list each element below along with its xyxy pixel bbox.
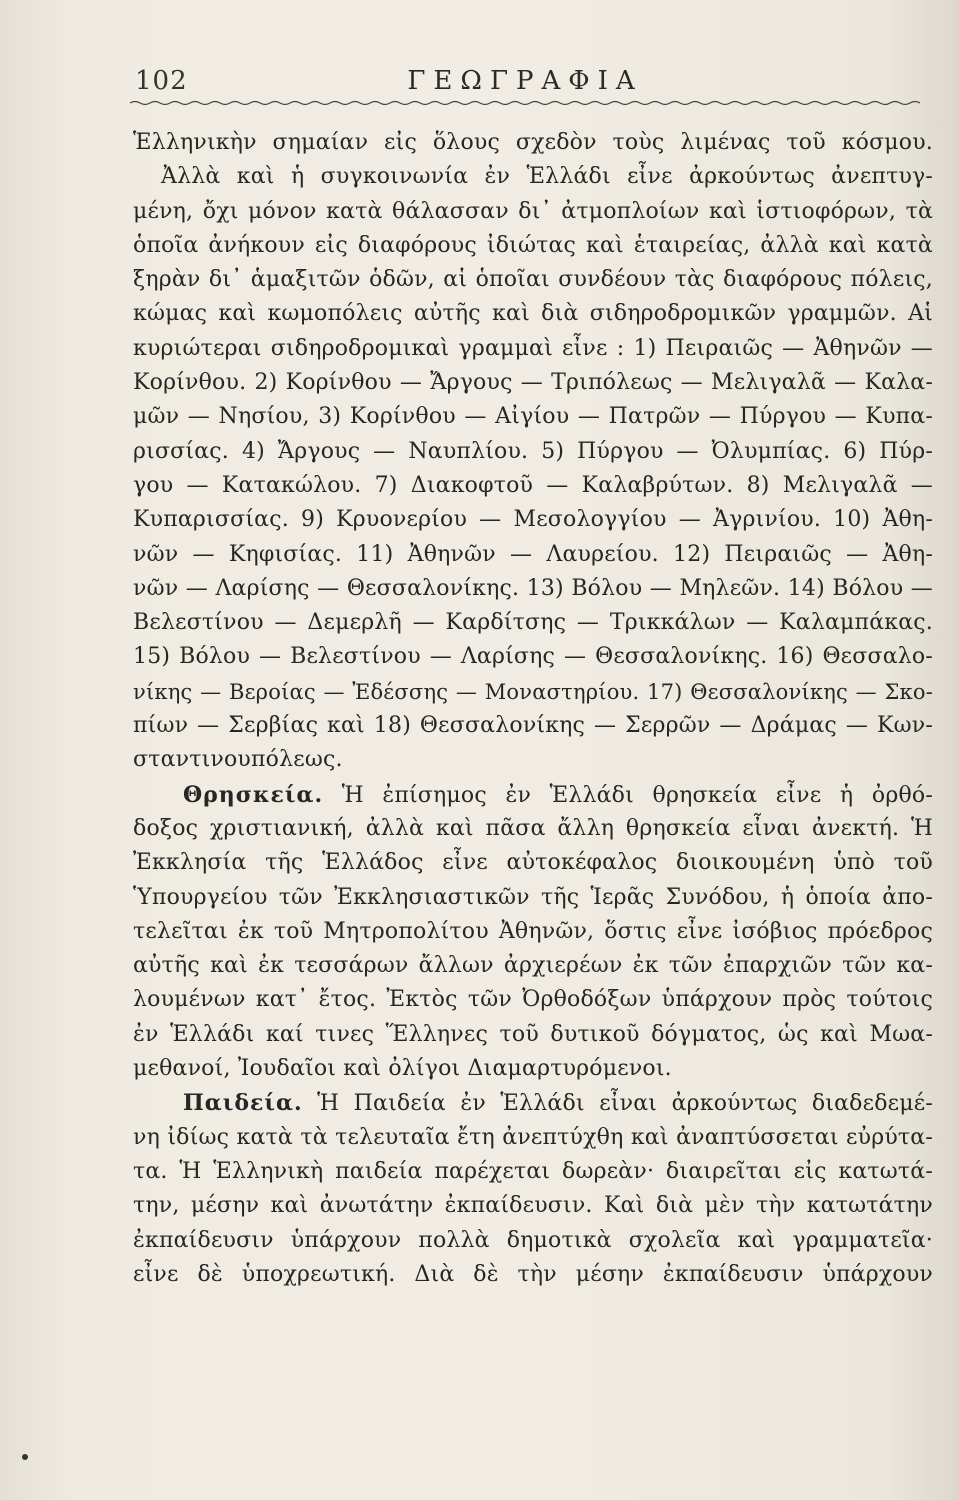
text-line: μένη, ὄχι μόνον κατὰ θάλασσαν δι᾽ ἀτμοπλοίων καὶ ἱστιοφόρων, τὰ: [133, 198, 933, 224]
text-line: τα. Ἡ Ἑλληνικὴ παιδεία παρέχεται δωρεὰν· διαιρεῖται εἰς κατωτά-: [133, 1158, 933, 1184]
text-line: Ὑπουργείου τῶν Ἐκκλησιαστικῶν τῆς Ἱερᾶς Συνόδου, ἡ ὁποία ἀπο-: [133, 884, 933, 910]
text-line: μεθανοί, Ἰουδαῖοι καὶ ὀλίγοι Διαμαρτυρόμενοι.: [133, 1056, 672, 1082]
text-line: Ἀλλὰ καὶ ἡ συγκοινωνία ἐν Ἑλλάδι εἶνε ἀρκούντως ἀνεπτυγ-: [161, 164, 933, 190]
text-line: Βελεστίνου — Δεμερλῆ — Καρδίτσης — Τρικκάλων — Καλαμπάκας.: [133, 610, 933, 636]
text-line: νῶν — Κηφισίας. 11) Ἀθηνῶν — Λαυρείου. 12) Πειραιῶς — Ἀθη-: [133, 541, 933, 567]
text-line: εἶνε δὲ ὑποχρεωτική. Διὰ δὲ τὴν μέσην ἐκπαίδευσιν ὑπάρχουν: [133, 1261, 933, 1287]
text-line: νῶν — Λαρίσης — Θεσσαλονίκης. 13) Βόλου — Μηλεῶν. 14) Βόλου —: [133, 575, 933, 601]
text-line: Ἐκκλησία τῆς Ἑλλάδος εἶνε αὐτοκέφαλος διοικουμένη ὑπὸ τοῦ: [133, 850, 933, 876]
text-line: ἐν Ἑλλάδι καί τινες Ἕλληνες τοῦ δυτικοῦ δόγματος, ὡς καὶ Μωα-: [133, 1021, 933, 1047]
text-line: ξηρὰν δι᾽ ἁμαξιτῶν ὁδῶν, αἱ ὁποῖαι συνδέουν τὰς διαφόρους πόλεις,: [133, 267, 933, 293]
text-line: κυριώτεραι σιδηροδρομικαὶ γραμμαὶ εἶνε : 1) Πειραιῶς — Ἀθηνῶν —: [133, 335, 933, 361]
education-first-line: [133, 1086, 933, 1120]
text-line: κώμας καὶ κωμοπόλεις αὐτῆς καὶ διὰ σιδηροδρομικῶν γραμμῶν. Αἱ: [133, 301, 933, 327]
text-line: Ἑλληνικὴν σημαίαν εἰς ὅλους σχεδὸν τοὺς λιμένας τοῦ κόσμου.: [133, 130, 933, 155]
text-line: νη ἰδίως κατὰ τὰ τελευταῖα ἔτη ἀνεπτύχθη καὶ ἀναπτύσσεται εὐρύτα-: [133, 1124, 933, 1150]
text-line: δοξος χριστιανική, ἀλλὰ καὶ πᾶσα ἄλλη θρησκεία εἶναι ἀνεκτή. Ἡ: [133, 815, 933, 841]
education-heading: Παιδεία.: [183, 1090, 303, 1117]
stray-mark: [22, 1454, 28, 1460]
running-title: ΓΕΩΓΡΑΦΙΑ: [407, 66, 643, 96]
religion-heading: Θρησκεία.: [183, 781, 324, 808]
page-header: [130, 62, 920, 102]
text-line: ὁποῖα ἀνήκουν εἰς διαφόρους ἰδιώτας καὶ ἑταιρείας, ἀλλὰ καὶ κατὰ: [133, 232, 933, 258]
religion-first-line: [133, 778, 933, 812]
text-line: νίκης — Βεροίας — Ἐδέσσης — Μοναστηρίου. 17) Θεσσαλονίκης — Σκο-: [133, 679, 933, 704]
text-line: 15) Βόλου — Βελεστίνου — Λαρίσης — Θεσσαλονίκης. 16) Θεσσαλο-: [133, 644, 933, 670]
text-line: λουμένων κατ᾽ ἔτος. Ἐκτὸς τῶν Ὀρθοδόξων ὑπάρχουν πρὸς τούτοις: [133, 987, 933, 1013]
text-line: τελεῖται ἐκ τοῦ Μητροπολίτου Ἀθηνῶν, ὅστις εἶνε ἰσόβιος πρόεδρος: [133, 918, 933, 944]
text-line: την, μέσην καὶ ἀνωτάτην ἐκπαίδευσιν. Καὶ διὰ μὲν τὴν κατωτάτην: [133, 1193, 933, 1219]
text-line: μῶν — Νησίου, 3) Κορίνθου — Αἰγίου — Πατρῶν — Πύργου — Κυπα-: [133, 404, 933, 430]
text-line: σταντινουπόλεως.: [133, 747, 343, 773]
page-number: 102: [135, 66, 188, 96]
education-first-text: Ἡ Παιδεία ἐν Ἑλλάδι εἶναι ἀρκούντως διαδεδεμέ-: [317, 1091, 933, 1117]
text-line: γου — Κατακώλου. 7) Διακοφτοῦ — Καλαβρύτων. 8) Μελιγαλᾶ —: [133, 472, 933, 498]
body-text: [133, 126, 933, 1292]
text-line: Κορίνθου. 2) Κορίνθου — Ἄργους — Τριπόλεως — Μελιγαλᾶ — Καλα-: [133, 370, 933, 396]
text-line: αὐτῆς καὶ ἐκ τεσσάρων ἄλλων ἀρχιερέων ἐκ τῶν ἐπαρχιῶν τῶν κα-: [133, 953, 933, 979]
text-line: ἐκπαίδευσιν ὑπάρχουν πολλὰ δημοτικὰ σχολεῖα καὶ γραμματεῖα·: [133, 1227, 933, 1253]
text-line: ρισσίας. 4) Ἄργους — Ναυπλίου. 5) Πύργου — Ὀλυμπίας. 6) Πύρ-: [133, 438, 933, 464]
religion-first-text: Ἡ ἐπίσημος ἐν Ἑλλάδι θρησκεία εἶνε ἡ ὀρθό-: [341, 782, 933, 808]
text-line: πίων — Σερβίας καὶ 18) Θεσσαλονίκης — Σερρῶν — Δράμας — Κων-: [133, 713, 933, 739]
header-rule: [130, 100, 920, 106]
text-line: Κυπαρισσίας. 9) Κρυονερίου — Μεσολογγίου — Ἀγρινίου. 10) Ἀθη-: [133, 507, 933, 533]
